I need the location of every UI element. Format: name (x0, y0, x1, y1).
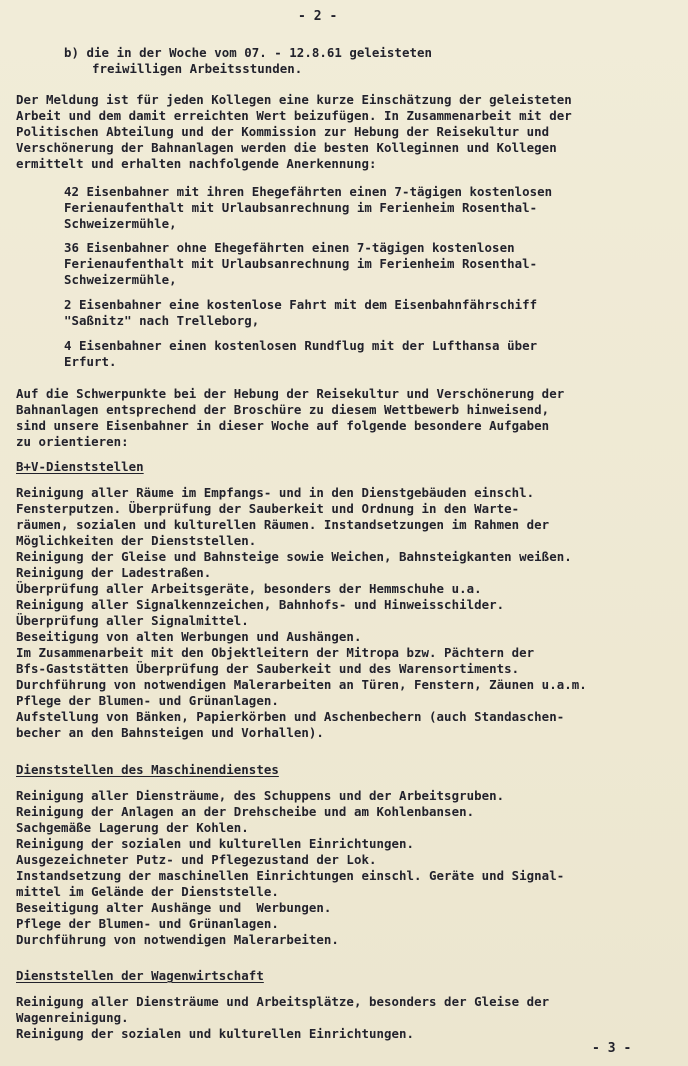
bv-task-line: Pflege der Blumen- und Grünanlagen. (16, 693, 279, 708)
maschinen-task-line: Beseitigung alter Aushänge und Werbungen. (16, 900, 332, 915)
bv-task-line: Reinigung der Gleise und Bahnsteige sowie Weichen, Bahnsteigkanten weißen. (16, 549, 572, 564)
maschinen-task-line: Sachgemäße Lagerung der Kohlen. (16, 820, 249, 835)
award-line: Ferienaufenthalt mit Urlaubsanrechnung im Ferienheim Rosenthal- (64, 256, 538, 271)
award-line: Erfurt. (64, 354, 117, 369)
award-line: 36 Eisenbahner ohne Ehegefährten einen 7-tägigen kostenlosen (64, 240, 515, 255)
wagen-task-line: Reinigung aller Diensträume und Arbeitsplätze, besonders der Gleise der (16, 994, 550, 1009)
bv-task-line: Aufstellung von Bänken, Papierkörben und Aschenbechern (auch Standaschen- (16, 709, 565, 724)
bv-task-line: Fensterputzen. Überprüfung der Sauberkeit und Ordnung in den Warte- (16, 501, 520, 516)
item-b-line: freiwilligen Arbeitsstunden. (92, 61, 303, 76)
bv-task-line: Bfs-Gaststätten Überprüfung der Sauberkeit und des Warensortiments. (16, 661, 520, 676)
maschinen-task-line: Instandsetzung der maschinellen Einrichtungen einschl. Geräte und Signal- (16, 868, 565, 883)
maschinen-task-line: Pflege der Blumen- und Grünanlagen. (16, 916, 279, 931)
bv-task-line: Reinigung aller Räume im Empfangs- und in den Dienstgebäuden einschl. (16, 485, 535, 500)
intro-paragraph-line: ermittelt und erhalten nachfolgende Anerkennung: (16, 156, 377, 171)
bv-task-line: Reinigung der Ladestraßen. (16, 565, 212, 580)
maschinen-task-line: Reinigung der Anlagen an der Drehscheibe und am Kohlenbansen. (16, 804, 475, 819)
bv-task-line: Überprüfung aller Signalmittel. (16, 613, 249, 628)
bv-task-line: Reinigung aller Signalkennzeichen, Bahnhofs- und Hinweisschilder. (16, 597, 505, 612)
focus-paragraph-line: Bahnanlagen entsprechend der Broschüre zu diesem Wettbewerb hinweisend, (16, 402, 550, 417)
intro-paragraph-line: Politischen Abteilung und der Kommission zur Hebung der Reisekultur und (16, 124, 550, 139)
maschinen-task-line: Reinigung aller Diensträume, des Schuppens und der Arbeitsgruben. (16, 788, 505, 803)
focus-paragraph-line: Auf die Schwerpunkte bei der Hebung der Reisekultur und Verschönerung der (16, 386, 565, 401)
maschinen-task-line: mittel im Gelände der Dienststelle. (16, 884, 279, 899)
bv-task-line: Beseitigung von alten Werbungen und Aushängen. (16, 629, 362, 644)
focus-paragraph-line: zu orientieren: (16, 434, 129, 449)
intro-paragraph-line: Arbeit und dem damit erreichten Wert beizufügen. In Zusammenarbeit mit der (16, 108, 572, 123)
intro-paragraph-line: Verschönerung der Bahnanlagen werden die besten Kolleginnen und Kollegen (16, 140, 557, 155)
bv-task-line: Überprüfung aller Arbeitsgeräte, besonders der Hemmschuhe u.a. (16, 581, 482, 596)
bv-task-line: becher an den Bahnsteigen und Vorhallen). (16, 725, 324, 740)
maschinen-task-line: Reinigung der sozialen und kulturellen Einrichtungen. (16, 836, 415, 851)
page-number-header: - 2 - (298, 9, 338, 24)
maschinen-task-line: Durchführung von notwendigen Malerarbeiten. (16, 932, 339, 947)
award-line: 4 Eisenbahner einen kostenlosen Rundflug mit der Lufthansa über (64, 338, 538, 353)
award-line: Ferienaufenthalt mit Urlaubsanrechnung im Ferienheim Rosenthal- (64, 200, 538, 215)
page-number-footer: - 3 - (592, 1041, 632, 1056)
award-line: Schweizermühle, (64, 216, 177, 231)
wagen-task-line: Reinigung der sozialen und kulturellen Einrichtungen. (16, 1026, 415, 1041)
bv-task-line: Im Zusammenarbeit mit den Objektleitern der Mitropa bzw. Pächtern der (16, 645, 535, 660)
section-heading-bv: B+V-Dienststellen (16, 459, 144, 474)
wagen-task-line: Wagenreinigung. (16, 1010, 129, 1025)
bv-task-line: Durchführung von notwendigen Malerarbeiten an Türen, Fenstern, Zäunen u.a.m. (16, 677, 587, 692)
award-line: 42 Eisenbahner mit ihren Ehegefährten einen 7-tägigen kostenlosen (64, 184, 553, 199)
award-line: 2 Eisenbahner eine kostenlose Fahrt mit dem Eisenbahnfährschiff (64, 297, 538, 312)
intro-paragraph-line: Der Meldung ist für jeden Kollegen eine kurze Einschätzung der geleisteten (16, 92, 572, 107)
award-line: "Saßnitz" nach Trelleborg, (64, 313, 260, 328)
item-b-line: b) die in der Woche vom 07. - 12.8.61 geleisteten (64, 45, 432, 60)
focus-paragraph-line: sind unsere Eisenbahner in dieser Woche auf folgende besondere Aufgaben (16, 418, 550, 433)
section-heading-wagenwirtschaft: Dienststellen der Wagenwirtschaft (16, 968, 264, 983)
maschinen-task-line: Ausgezeichneter Putz- und Pflegezustand der Lok. (16, 852, 377, 867)
bv-task-line: Möglichkeiten der Dienststellen. (16, 533, 257, 548)
section-heading-maschinendienst: Dienststellen des Maschinendienstes (16, 762, 279, 777)
award-line: Schweizermühle, (64, 272, 177, 287)
bv-task-line: räumen, sozialen und kulturellen Räumen. Instandsetzungen im Rahmen der (16, 517, 550, 532)
